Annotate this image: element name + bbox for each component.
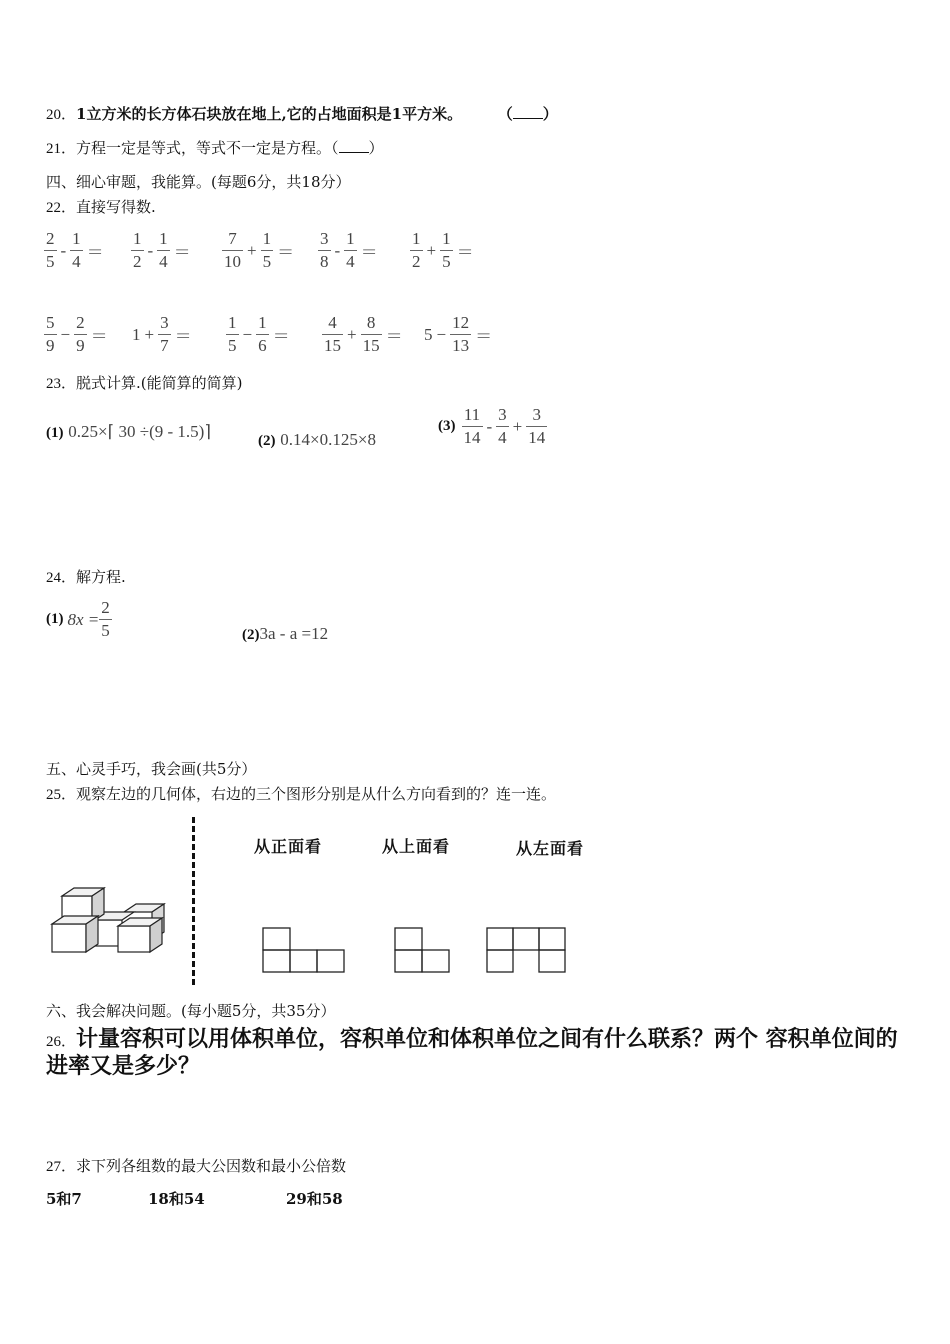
question-number: 25． — [46, 787, 77, 803]
fraction: $\frac{1}{5}$ — [228, 313, 237, 355]
question-text: 观察左边的几何体，右边的三个图形分别是从什么方向看到的？连一连。 — [76, 785, 557, 803]
question-20 — [46, 103, 558, 124]
q23-part-2: (2) 0.14×0.125×8 — [258, 430, 376, 449]
question-26 — [46, 1026, 906, 1080]
fraction: $\frac{3}{8}$ — [320, 229, 329, 271]
answer-bracket-close: ） — [368, 139, 384, 157]
number-group: 29和58 — [286, 1190, 343, 1208]
fraction: $\frac{12}{13}$ — [452, 313, 470, 355]
question-27 — [46, 1155, 346, 1176]
calc-item: $\frac{1}{5}$ − $\frac{1}{6}$ ＝ — [228, 313, 290, 355]
expression: 0.25×⌈ 30 ÷(9 - 1.5)⌉ — [68, 422, 211, 441]
calc-item: $\frac{3}{8}$ - $\frac{1}{4}$ ＝ — [320, 229, 378, 271]
question-number: 22． — [46, 200, 77, 216]
question-21 — [46, 137, 384, 158]
fraction: $\frac{2}{5}$ — [46, 229, 55, 271]
question-text: 脱式计算.(能简算的简算) — [76, 374, 243, 392]
question-number: 23． — [46, 376, 77, 392]
question-number: 26． — [46, 1034, 77, 1050]
fraction: $\frac{3}{7}$ — [160, 313, 169, 355]
label-left-view: 从左面看 — [516, 839, 585, 858]
calc-item: $\frac{4}{15}$ + $\frac{8}{15}$ ＝ — [324, 313, 403, 355]
question-number: 27． — [46, 1159, 77, 1175]
question-23 — [46, 372, 243, 393]
equation: 3a - a =12 — [259, 624, 329, 643]
calc-item: $\frac{5}{9}$ − $\frac{2}{9}$ ＝ — [46, 313, 108, 355]
fraction: $\frac{11}{14}$ — [463, 405, 481, 447]
answer-bracket-close: ） — [542, 105, 558, 123]
answer-bracket-open: （ — [497, 105, 513, 123]
question-text: 解方程. — [76, 568, 126, 586]
expression: 0.14×0.125×8 — [280, 430, 376, 449]
fraction: $\frac{7}{10}$ — [224, 229, 241, 271]
question-text: 方程一定是等式，等式不一定是方程。（ — [76, 139, 339, 157]
question-text: 求下列各组数的最大公因数和最小公倍数 — [76, 1157, 347, 1175]
fraction: $\frac{3}{14}$ — [528, 405, 546, 447]
fraction: $\frac{5}{9}$ — [46, 313, 55, 355]
fraction: $\frac{1}{6}$ — [258, 313, 267, 355]
q23-part-3: (3) $\frac{11}{14}$ - $\frac{3}{4}$ + $\frac{3}{14}$ — [438, 405, 546, 447]
fraction: $\frac{2}{9}$ — [76, 313, 85, 355]
view-shape-2 — [394, 927, 450, 973]
fraction: $\frac{3}{4}$ — [498, 405, 507, 447]
label-front-view: 从正面看 — [254, 837, 323, 856]
fraction: $\frac{1}{4}$ — [159, 229, 168, 271]
question-25 — [46, 783, 556, 804]
calc-item: $\frac{2}{5}$ - $\frac{1}{4}$ ＝ — [46, 229, 104, 271]
dashed-divider — [192, 817, 195, 985]
answer-blank[interactable] — [513, 106, 543, 119]
fraction: $\frac{8}{15}$ — [362, 313, 380, 355]
section-6-title: 六、我会解决问题。(每小题5分，共35分） — [46, 1002, 336, 1020]
question-24 — [46, 566, 126, 587]
calc-item: 1 + $\frac{3}{7}$ ＝ — [132, 313, 192, 355]
question-number: 20． — [46, 107, 77, 123]
number-group: 5和7 — [46, 1190, 82, 1208]
question-text: 计量容积可以用体积单位，容积单位和体积单位之间有什么联系？两个 容积单位间的进率又是多少？ — [46, 1026, 898, 1079]
section-5-title: 五、心灵手巧，我会画(共5分） — [46, 760, 257, 778]
question-number: 21． — [46, 141, 77, 157]
label-top-view: 从上面看 — [382, 837, 451, 856]
fraction: $\frac{2}{5}$ — [101, 598, 110, 640]
q24-part-2: (2)3a - a =12 — [242, 624, 329, 643]
fraction: $\frac{1}{4}$ — [346, 229, 355, 271]
calc-item: $\frac{1}{2}$ + $\frac{1}{5}$ ＝ — [412, 229, 474, 271]
cube-solid-figure — [46, 880, 172, 956]
fraction: $\frac{1}{5}$ — [442, 229, 451, 271]
question-22 — [46, 196, 156, 217]
calc-item: 5 − $\frac{12}{13}$ ＝ — [424, 313, 493, 355]
question-number: 24． — [46, 570, 77, 586]
fraction: $\frac{1}{2}$ — [133, 229, 142, 271]
fraction: $\frac{1}{4}$ — [72, 229, 81, 271]
question-text: 1立方米的长方体石块放在地上,它的占地面积是1平方米。 — [76, 105, 463, 123]
fraction: $\frac{1}{2}$ — [412, 229, 421, 271]
q24-part-1: (1) 8x = $\frac{2}{5}$ — [46, 598, 110, 640]
question-text: 直接写得数. — [76, 198, 156, 216]
q23-part-1: (1) 0.25×⌈ 30 ÷(9 - 1.5)⌉ — [46, 422, 211, 441]
answer-blank[interactable] — [339, 140, 369, 153]
number-group: 18和54 — [148, 1190, 205, 1208]
calc-item: $\frac{7}{10}$ + $\frac{1}{5}$ ＝ — [224, 229, 295, 271]
view-shape-3 — [486, 927, 568, 973]
calc-item: $\frac{1}{2}$ - $\frac{1}{4}$ ＝ — [133, 229, 191, 271]
section-4-title: 四、细心审题，我能算。(每题6分，共18分） — [46, 173, 351, 191]
view-shape-1 — [262, 927, 346, 973]
fraction: $\frac{1}{5}$ — [262, 229, 272, 271]
fraction: $\frac{4}{15}$ — [324, 313, 341, 355]
